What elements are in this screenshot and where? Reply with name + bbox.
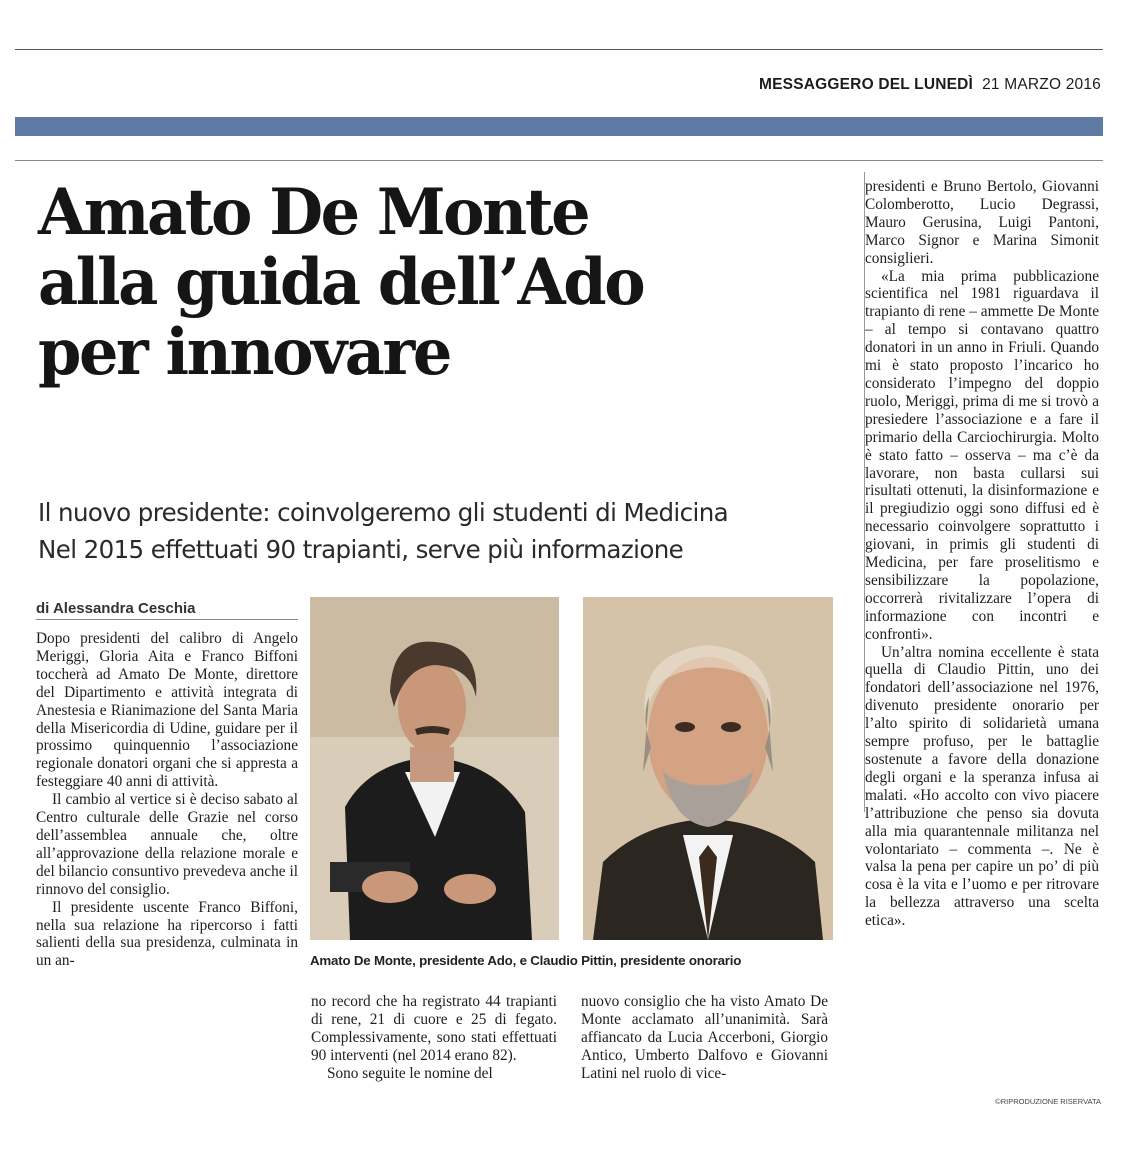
- photo-claudio-pittin: [583, 597, 833, 940]
- subhead-line-2: Nel 2015 effettuati 90 trapianti, serve più informazione: [38, 535, 684, 564]
- paragraph: Dopo presidenti del calibro di Angelo Meriggi, Gloria Aita e Franco Biffoni toccherà ad Amato De Monte, direttore del Dipartimento e attività integrata di Anestesia e Rianimazione del Santa Maria della Misericordia di Udine, guidare per il prossimo quinquennio l’associazione regionale donatori organi che si appresta a festeggiare 40 anni di attività.: [36, 630, 298, 791]
- photo-caption: Amato De Monte, presidente Ado, e Claudio Pittin, presidente onorario: [310, 953, 742, 968]
- paragraph: presidenti e Bruno Bertolo, Giovanni Colomberotto, Lucio Degrassi, Mauro Gerusina, Luigi Pantoni, Marco Signor e Marina Simonit consiglieri.: [865, 178, 1099, 267]
- article-column-3: [581, 993, 828, 1083]
- paragraph: nuovo consiglio che ha visto Amato De Monte acclamato all’unanimità. Sarà affiancato da Lucia Accerboni, Giorgio Antico, Umberto Dalfovo e Giovanni Latini nel ruolo di vice-: [581, 993, 828, 1082]
- paragraph: Il presidente uscente Franco Biffoni, nella sua relazione ha ripercorso i fatti salienti della sua presidenza, culminata in un an-: [36, 898, 298, 970]
- paragraph: Il cambio al vertice si è deciso sabato al Centro culturale delle Grazie nel corso dell’assemblea annuale che, oltre all’approvazione della relazione morale e del bilancio consuntivo prevedeva anche il rinnovo del consiglio.: [36, 791, 298, 898]
- masthead: [759, 76, 1101, 94]
- subheadline: [38, 494, 838, 568]
- article-column-1: [36, 630, 298, 970]
- copyright-notice: ©RIPRODUZIONE RISERVATA: [995, 1097, 1101, 1106]
- article-column-4: [865, 178, 1099, 930]
- masthead-band: [15, 117, 1103, 136]
- paragraph: no record che ha registrato 44 trapianti di rene, 21 di cuore e 25 di fegato. Complessivamente, sono stati effettuati 90 interventi (nel 2014 erano 82).: [311, 993, 557, 1064]
- byline-rule: [36, 619, 298, 620]
- top-rule: [15, 49, 1103, 50]
- article-column-2: [311, 993, 557, 1083]
- headline-line-2: alla guida dell’Ado: [38, 245, 644, 320]
- subhead-line-1: Il nuovo presidente: coinvolgeremo gli studenti di Medicina: [38, 498, 729, 527]
- paragraph: «La mia prima pubblicazione scientifica nel 1981 riguardava il trapianto di rene – ammette De Monte – al tempo si contavano quattro donatori in un anno in Friuli. Quando mi è stato proposto l’incarico ho considerato l’impegno del doppio ruolo, Meriggi, prima di me si trovò a presiedere l’associazione e a fare il primario della Carciochirurgia. Molto è stato fatto – osserva – ma c’è da lavorare, non basta cullarsi sui risultati ottenuti, la disinformazione e il pregiudizio oggi sono diffusi ed è necessario coinvolgere soprattutto i giovani, in primis gli studenti di Medicina, per fare proselitismo e sensibilizzare la popolazione, occorrerà rivitalizzare l’opera di informazione con incontri e confronti».: [865, 267, 1099, 643]
- portrait-image: [310, 597, 559, 940]
- paper-name: MESSAGGERO DEL LUNEDÌ: [759, 76, 974, 93]
- portrait-image: [583, 597, 833, 940]
- headline: [38, 175, 814, 390]
- photo-amato-de-monte: [310, 597, 559, 940]
- section-rule: [15, 160, 1103, 161]
- issue-date: 21 MARZO 2016: [982, 76, 1101, 93]
- paragraph: Sono seguite le nomine del: [327, 1064, 493, 1082]
- paragraph: Un’altra nomina eccellente è stata quella di Claudio Pittin, uno dei fondatori dell’associazione nel 1976, divenuto presidente onorario per l’alto spirito di solidarietà umana sempre profuso, per le battaglie sostenute a favore della donazione degli organi e la speranza infusa ai malati. «Ho accolto con vivo piacere l’attribuzione che penso sia dovuta alla mia quarantennale militanza nel volontariato – commenta –. Ne è valsa la pena per capire un po’ di più cosa è la vita e l’uomo e per ritrovare la bellezza attraverso una scelta etica».: [865, 643, 1099, 930]
- headline-line-1: Amato De Monte: [38, 175, 589, 250]
- byline: di Alessandra Ceschia: [36, 600, 196, 617]
- headline-line-3: per innovare: [38, 315, 450, 390]
